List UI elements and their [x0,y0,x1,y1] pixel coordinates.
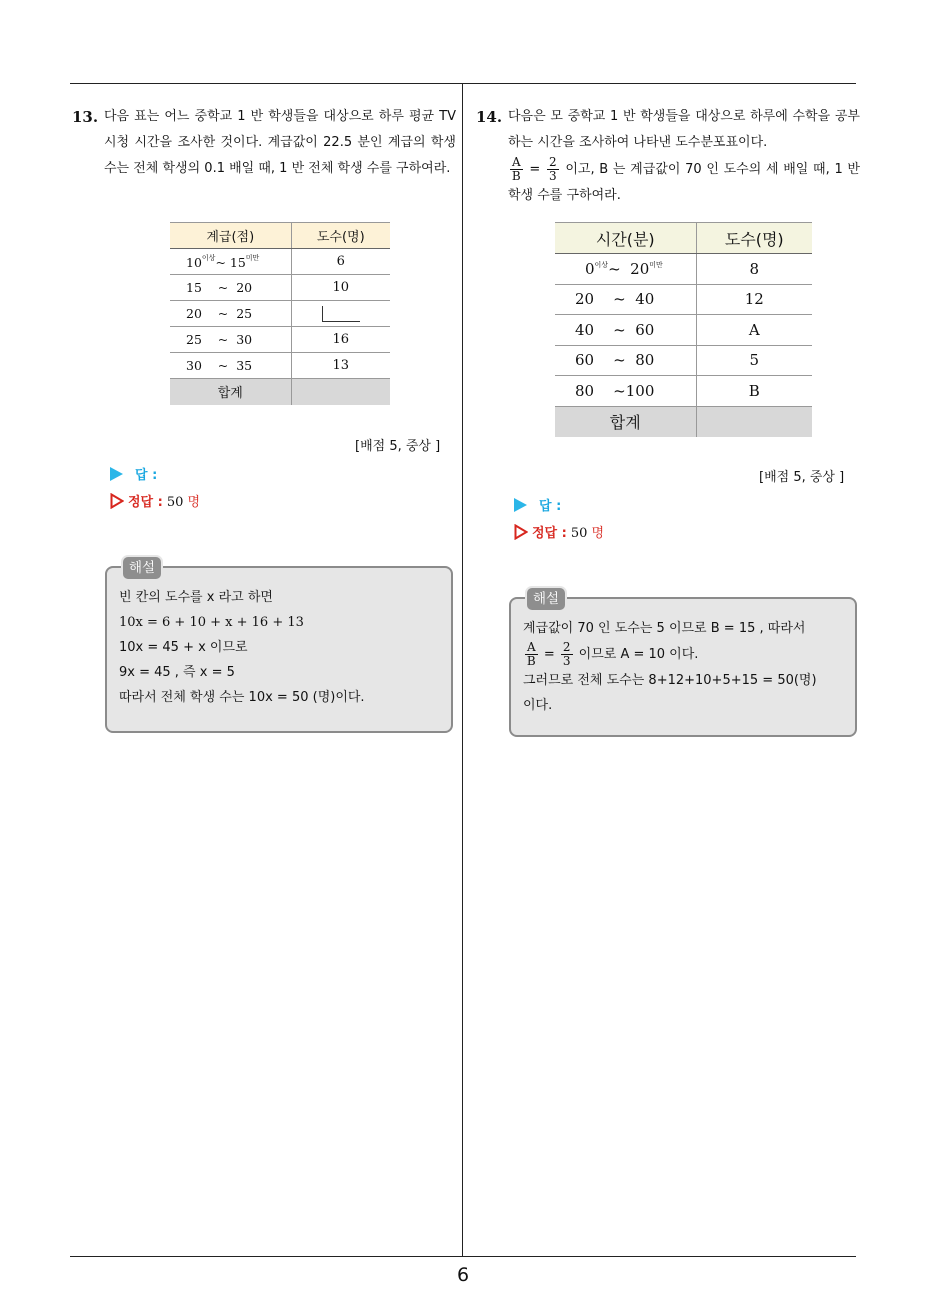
table-total-label: 합계 [555,406,696,437]
table-cell-class: 20 ~ 25 [170,301,291,327]
fraction-2-over-3: $\frac{2}{3}$ [548,155,557,183]
explanation-line: 10x = 6 + 10 + x + 16 + 13 [119,615,304,630]
question-number: 13. [72,108,99,126]
table-cell-class: $10^{이상}\sim$ $15^{미만}$ [170,249,291,275]
table-row [555,345,812,376]
correct-answer-label: 정답 : [128,495,163,510]
explanation-box [105,560,453,733]
fraction-a-over-b: $\frac{A}{B}$ [511,155,521,183]
explanation-line: 계급값이 70 인 도수는 5 이므로 B = 15 , 따라서 [523,621,806,636]
table-total-label: 합계 [170,379,291,405]
explanation-line: 이다. [523,698,553,713]
question-text: 다음 표는 어느 중학교 1 반 학생들을 대상으로 하루 평균 TV 시청 시간을 조사한 것이다. 계급값이 22.5 분인 계급의 학생 수는 전체 학생의 0.1 배일 때, 1 반 전체 학생 수를 구하여라. [104,109,456,176]
table-cell-blank [291,301,390,327]
explanation-box [509,591,857,737]
table-row [170,249,390,275]
answer-label: 답 : [135,468,158,483]
table-cell-count: 12 [696,284,812,315]
answer-label: 답 : [539,499,562,514]
table-header-class: 시간(분) [555,223,696,254]
table-cell-count: A [696,315,812,346]
table-cell-count: 16 [291,327,390,353]
question-14 [476,104,860,209]
table-header-class: 계급(점) [170,223,291,249]
correct-answer-label: 정답 : [532,526,567,541]
page-number: 6 [456,1264,470,1286]
outline-triangle-icon [514,524,528,540]
score-label: [배점 5, 중상 ] [355,439,441,454]
table-cell-count: B [696,376,812,407]
table-total-row [170,379,390,405]
table-cell-class: 80 ~100 [555,376,696,407]
blank-answer-box [322,306,360,322]
table-cell-count: 5 [696,345,812,376]
table-row [555,284,812,315]
table-cell-class: 30 ~ 35 [170,353,291,379]
table-header-count: 도수(명) [696,223,812,254]
score-label: [배점 5, 중상 ] [759,470,845,485]
answer-line [110,464,157,483]
table-cell-class: 20 ~ 40 [555,284,696,315]
table-cell-class: 40 ~ 60 [555,315,696,346]
explanation-line: 따라서 전체 학생 수는 10x = 50 (명)이다. [119,690,365,705]
explanation-tag: 해설 [525,586,567,612]
table-row [170,301,390,327]
fraction-a-over-b: $\frac{A}{B}$ [526,640,536,668]
footer-rule [70,1256,856,1257]
table-row [170,327,390,353]
answer-line [514,495,561,514]
correct-answer-value: 50 명 [570,526,605,541]
explanation-line: 빈 칸의 도수를 x 라고 하면 [119,590,273,605]
correct-answer-line [110,491,200,510]
table-row [555,254,812,285]
explanation-tag: 해설 [121,555,163,581]
table-cell-class: $0^{이상}\sim$ $20^{미만}$ [555,254,696,285]
table-total-value [696,406,812,437]
correct-answer-value: 50 명 [166,495,201,510]
table-cell-class: 25 ~ 30 [170,327,291,353]
frequency-table-14 [555,222,812,437]
play-icon [514,498,527,512]
table-cell-count: 6 [291,249,390,275]
question-13 [72,104,456,182]
table-total-row [555,406,812,437]
header-rule [70,83,856,84]
table-cell-count: 10 [291,275,390,301]
table-header-count: 도수(명) [291,223,390,249]
question-number: 14. [476,108,503,126]
fraction-2-over-3: $\frac{2}{3}$ [562,640,571,668]
correct-answer-line [514,522,604,541]
explanation-line: 그러므로 전체 도수는 8+12+10+5+15 = 50(명) [523,673,817,688]
column-divider [462,83,463,1257]
question-text: 다음은 모 중학교 1 반 학생들을 대상으로 하루에 수학을 공부하는 시간을 조사하여 나타낸 도수분포표이다. $\frac{A}{B}$ = $\frac{2}{3}$ 이고, B 는 계급값이 70 인 도수의 세 배일 때, 1 반 학생 수를 구하여라. [508,109,860,203]
table-row [555,315,812,346]
outline-triangle-icon [110,493,124,509]
play-icon [110,467,123,481]
explanation-line: $\frac{A}{B}$ = $\frac{2}{3}$ 이므로 A = 10 이다. [526,640,699,668]
explanation-line: 9x = 45 , 즉 x = 5 [119,665,235,680]
table-cell-class: 15 ~ 20 [170,275,291,301]
table-cell-count: 8 [696,254,812,285]
table-cell-class: 60 ~ 80 [555,345,696,376]
table-row [170,275,390,301]
explanation-line: 10x = 45 + x 이므로 [119,640,248,655]
table-total-value [291,379,390,405]
table-row [555,376,812,407]
table-cell-count: 13 [291,353,390,379]
frequency-table-13 [170,222,390,405]
table-row [170,353,390,379]
